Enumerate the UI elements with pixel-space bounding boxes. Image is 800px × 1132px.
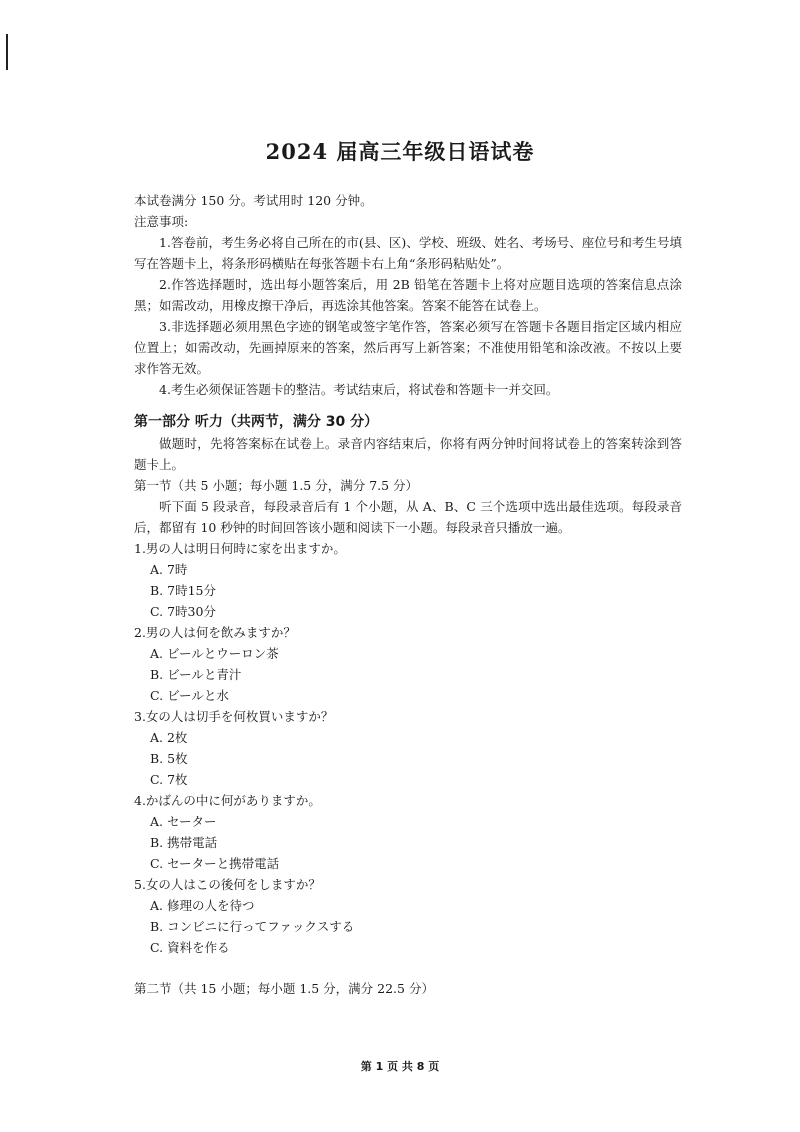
option-c: C. ビールと水 bbox=[150, 688, 229, 703]
question-3 bbox=[134, 706, 682, 790]
option-c: C. セーターと携帯電話 bbox=[150, 856, 280, 871]
exam-title: 2024 届高三年级日语试卷 bbox=[265, 139, 535, 164]
exam-content bbox=[134, 190, 682, 999]
question-text: 5.女の人はこの後何をしますか？ bbox=[134, 877, 321, 892]
note-4: 4.考生必须保证答题卡的整洁。考试结束后，将试卷和答题卡一并交回。 bbox=[159, 382, 559, 397]
option-c: C. 7時30分 bbox=[150, 604, 216, 619]
note-2: 2.作答选择题时，选出每小题答案后，用 2B 铅笔在答题卡上将对应题目选项的答案信息点涂黑；如需改动，用橡皮擦干净后，再选涂其他答案。答案不能答在试卷上。 bbox=[134, 277, 682, 313]
part1-heading: 第一部分 听力（共两节，满分 30 分） bbox=[134, 414, 379, 430]
section1-instruction: 听下面 5 段录音，每段录音后有 1 个小题，从 A、B、C 三个选项中选出最佳选项。每段录音后，都留有 10 秒钟的时间回答该小题和阅读下一小题。每段录音只播放一遍。 bbox=[134, 499, 682, 535]
option-a: A. 修理の人を待つ bbox=[150, 898, 255, 913]
question-4 bbox=[134, 790, 682, 874]
option-b: B. コンビニに行ってファックスする bbox=[150, 919, 355, 934]
option-b: B. ビールと青汁 bbox=[150, 667, 242, 682]
question-text: 3.女の人は切手を何枚買いますか？ bbox=[134, 709, 334, 724]
option-b: B. 7時15分 bbox=[150, 583, 216, 598]
note-1: 1.答卷前，考生务必将自己所在的市(县、区)、学校、班级、姓名、考场号、座位号和考生号填写在答题卡上，将条形码横贴在每张答题卡右上角“条形码粘贴处”。 bbox=[134, 235, 682, 271]
option-c: C. 資料を作る bbox=[150, 940, 230, 955]
option-c: C. 7枚 bbox=[150, 772, 188, 787]
section2-heading: 第二节（共 15 小题；每小题 1.5 分，满分 22.5 分） bbox=[134, 981, 434, 996]
notes-heading: 注意事项: bbox=[134, 214, 189, 229]
question-text: 1.男の人は明日何時に家を出ますか。 bbox=[134, 541, 346, 556]
option-a: A. セーター bbox=[150, 814, 217, 829]
question-text: 4.かばんの中に何がありますか。 bbox=[134, 793, 321, 808]
page-number: 第 1 页 共 8 页 bbox=[360, 1060, 440, 1073]
option-b: B. 携帯電話 bbox=[150, 835, 218, 850]
option-a: A. ビールとウーロン茶 bbox=[150, 646, 279, 661]
note-3: 3.非选择题必须用黑色字迹的钢笔或签字笔作答，答案必须写在答题卡各题目指定区域内相应位置上；如需改动，先画掉原来的答案，然后再写上新答案；不准使用铅笔和涂改液。不按以上要求作答无效。 bbox=[134, 319, 682, 376]
option-b: B. 5枚 bbox=[150, 751, 188, 766]
option-a: A. 2枚 bbox=[150, 730, 188, 745]
question-5 bbox=[134, 874, 682, 958]
part1-instruction: 做题时，先将答案标在试卷上。录音内容结束后，你将有两分钟时间将试卷上的答案转涂到答题卡上。 bbox=[134, 436, 682, 472]
question-1 bbox=[134, 538, 682, 622]
option-a: A. 7時 bbox=[150, 562, 188, 577]
exam-info: 本试卷满分 150 分。考试用时 120 分钟。 bbox=[134, 193, 373, 208]
scan-edge-mark bbox=[6, 34, 8, 70]
section1-heading: 第一节（共 5 小题；每小题 1.5 分，满分 7.5 分） bbox=[134, 478, 419, 493]
question-text: 2.男の人は何を飲みますか？ bbox=[134, 625, 296, 640]
question-2 bbox=[134, 622, 682, 706]
